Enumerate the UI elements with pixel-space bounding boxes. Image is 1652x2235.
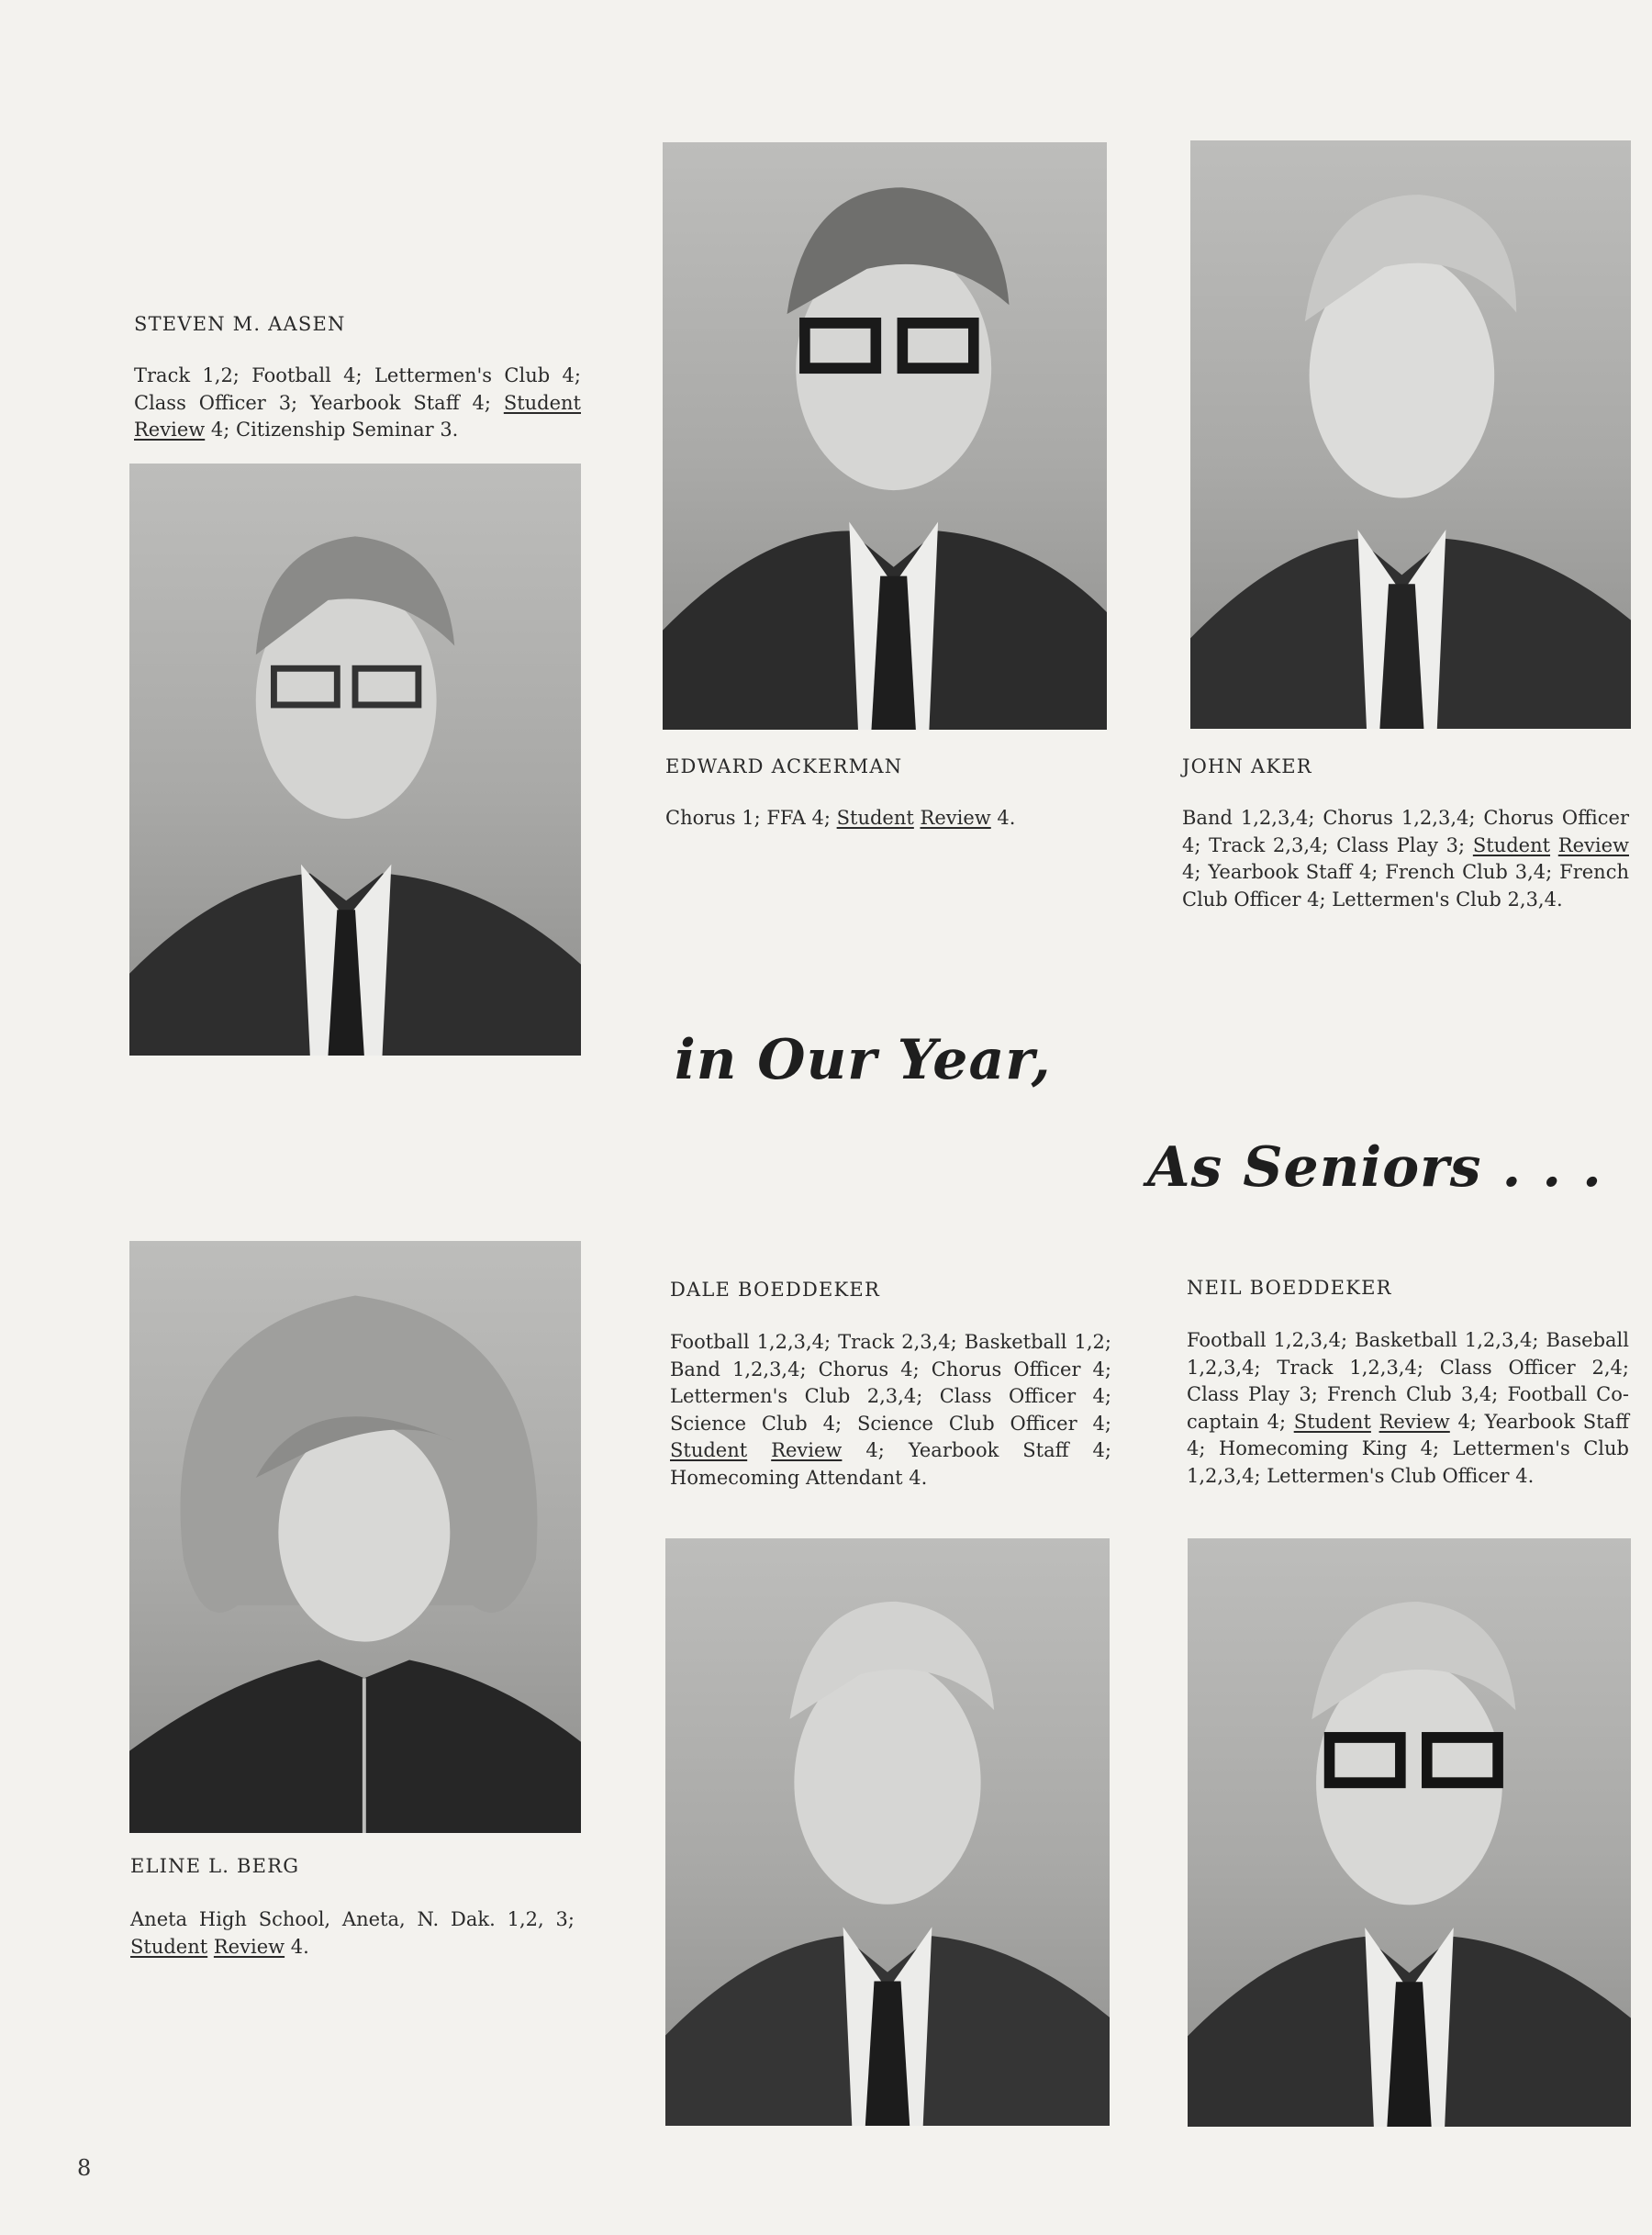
portrait-edward-ackerman: [663, 142, 1107, 730]
senior-activities-eline-berg: Aneta High School, Aneta, N. Dak. 1,2, 3; Student Review 4.: [130, 1908, 575, 1958]
portrait-neil-boeddeker: [1188, 1538, 1631, 2127]
senior-name-neil-boeddeker: NEIL BOEDDEKER: [1187, 1277, 1392, 1299]
senior-activities-steven-aasen: Track 1,2; Football 4; Lettermen's Club 4; Class Officer 3; Yearbook Staff 4; Student Review 4; Citizenship Seminar 3.: [134, 364, 581, 441]
heading-in-our-year: in Our Year,: [675, 1028, 1052, 1092]
senior-name-edward-ackerman: EDWARD ACKERMAN: [665, 755, 903, 777]
senior-name-eline-berg: ELINE L. BERG: [130, 1855, 300, 1877]
page-number: 8: [77, 2155, 92, 2181]
senior-name-steven-aasen: STEVEN M. AASEN: [134, 313, 346, 335]
heading-as-seniors: As Seniors . . .: [1147, 1135, 1602, 1200]
portrait-john-aker: [1190, 140, 1631, 729]
senior-activities-edward-ackerman: Chorus 1; FFA 4; Student Review 4.: [665, 807, 1016, 829]
senior-activities-john-aker: Band 1,2,3,4; Chorus 1,2,3,4; Chorus Officer 4; Track 2,3,4; Class Play 3; Student Review 4; Yearbook Staff 4; French Club 3,4; French Club Officer 4; Lettermen's Club 2,3,4.: [1182, 807, 1629, 911]
senior-activities-neil-boeddeker: Football 1,2,3,4; Basketball 1,2,3,4; Baseball 1,2,3,4; Track 1,2,3,4; Class Officer 2,4; Class Play 3; French Club 3,4; Football Co-captain 4; Student Review 4; Yearbook Staff 4; Homecoming King 4; Lettermen's Club 1,2,3,4; Lettermen's Club Officer 4.: [1187, 1329, 1629, 1487]
senior-name-dale-boeddeker: DALE BOEDDEKER: [670, 1279, 880, 1301]
portrait-steven-aasen: [129, 464, 581, 1056]
portrait-dale-boeddeker: [665, 1538, 1110, 2126]
portrait-eline-berg: [129, 1241, 581, 1833]
senior-activities-dale-boeddeker: Football 1,2,3,4; Track 2,3,4; Basketball 1,2; Band 1,2,3,4; Chorus 4; Chorus Officer 4; Lettermen's Club 2,3,4; Class Officer 4; Science Club 4; Science Club Officer 4; Student Review 4; Yearbook Staff 4; Homecoming Attendant 4.: [670, 1331, 1111, 1489]
senior-name-john-aker: JOHN AKER: [1182, 755, 1312, 777]
